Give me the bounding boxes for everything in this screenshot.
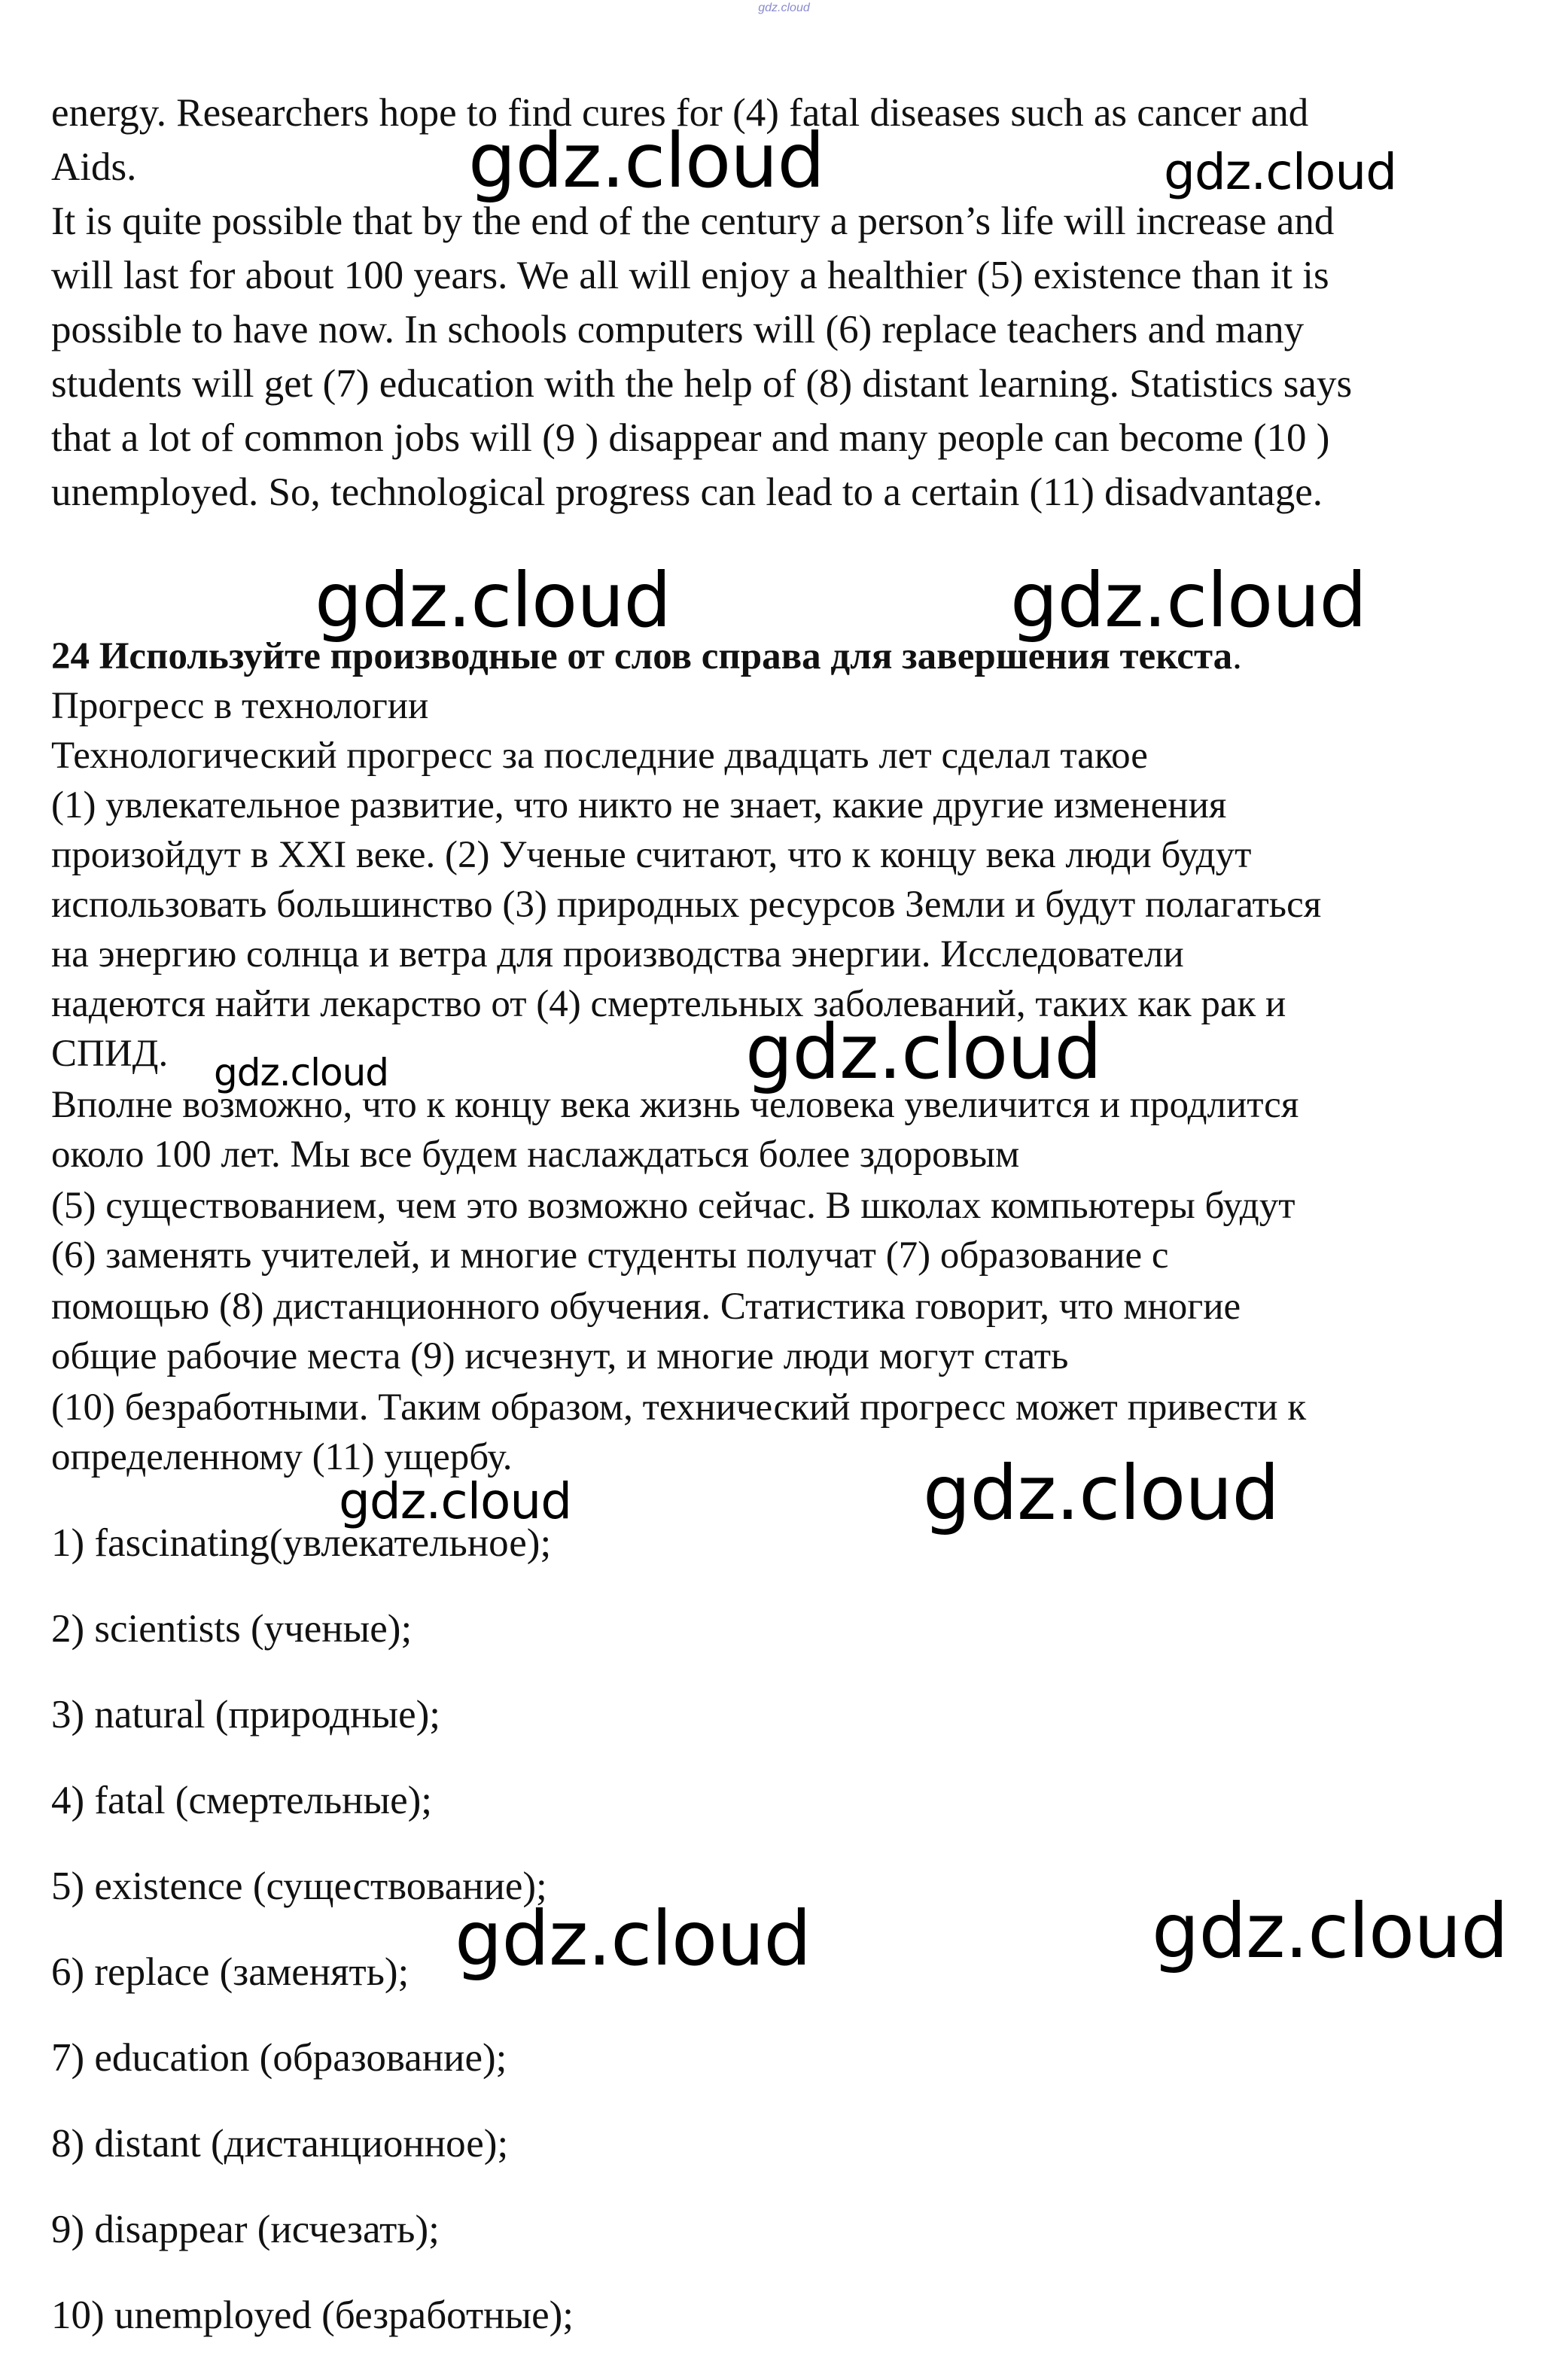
watermark: gdz.cloud [1010,556,1367,644]
text-line: unemployed. So, technological progress can lead to a certain (11) disadvantage. [51,470,1323,514]
text-line: Вполне возможно, что к концу века жизнь человека увеличится и продлится [51,1084,1299,1126]
exercise-heading-text: 24 Используйте производные от слов справа для завершения текста [51,635,1233,677]
watermark: gdz.cloud [745,1008,1102,1096]
text-line: (10) безработными. Таким образом, технический прогресс может привести к [51,1386,1307,1429]
text-line: will last for about 100 years. We all will enjoy a healthier (5) existence than it is [51,254,1329,297]
exercise-title: Прогресс в технологии [51,685,429,727]
text-line: possible to have now. In schools computers will (6) replace teachers and many [51,308,1305,352]
answer-item: 5) existence (существование); [51,1864,547,1908]
watermark: gdz.cloud [315,556,671,644]
watermark: gdz.cloud [923,1449,1280,1537]
text-line: надеются найти лекарство от (4) смертельных заболеваний, таких как рак и [51,983,1286,1025]
text-line: (5) существованием, чем это возможно сейчас. В школах компьютеры будут [51,1185,1296,1227]
text-line: около 100 лет. Мы все будем наслаждаться более здоровым [51,1134,1020,1176]
answer-item: 6) replace (заменять); [51,1950,410,1994]
text-line: (1) увлекательное развитие, что никто не знает, какие другие изменения [51,784,1227,826]
answer-item: 9) disappear (исчезать); [51,2208,440,2251]
text-line: помощью (8) дистанционного обучения. Статистика говорит, что многие [51,1286,1241,1328]
watermark: gdz.cloud [339,1472,572,1530]
text-line: energy. Researchers hope to find cures for (4) fatal diseases such as cancer and [51,91,1309,135]
text-line: общие рабочие места (9) исчезнут, и многие люди могут стать [51,1335,1069,1377]
answer-item: 8) distant (дистанционное); [51,2122,509,2166]
text-line: использовать большинство (3) природных ресурсов Земли и будут полагаться [51,884,1322,926]
answer-item: 2) scientists (ученые); [51,1607,413,1651]
answer-item: 10) unemployed (безработные); [51,2293,574,2337]
text-line: students will get (7) education with the help of (8) distant learning. Statistics says [51,362,1353,406]
top-watermark: gdz.cloud [758,2,810,14]
exercise-heading-dot: . [1232,635,1242,677]
watermark: gdz.cloud [455,1895,811,1983]
text-line: (6) заменять учителей, и многие студенты получат (7) образование с [51,1234,1169,1277]
answer-item: 1) fascinating(увлекательное); [51,1521,552,1565]
watermark: gdz.cloud [1164,143,1397,201]
text-line: Технологический прогресс за последние двадцать лет сделал такое [51,735,1148,777]
text-line: It is quite possible that by the end of the century a person’s life will increase and [51,199,1335,243]
text-line: на энергию солнца и ветра для производства энергии. Исследователи [51,933,1184,976]
watermark: gdz.cloud [214,1051,389,1094]
text-line: that a lot of common jobs will (9 ) disappear and many people can become (10 ) [51,416,1330,460]
text-line: определенному (11) ущербу. [51,1436,513,1478]
text-line: Aids. [51,145,137,189]
watermark: gdz.cloud [468,117,825,205]
text-line: СПИД. [51,1033,169,1075]
answer-item: 3) natural (природные); [51,1693,440,1736]
watermark: gdz.cloud [1152,1887,1509,1975]
answer-item: 7) education (образование); [51,2036,507,2080]
text-line: произойдут в XXI веке. (2) Ученые считают, что к концу века люди будут [51,834,1252,876]
answer-item: 4) fatal (смертельные); [51,1779,433,1822]
